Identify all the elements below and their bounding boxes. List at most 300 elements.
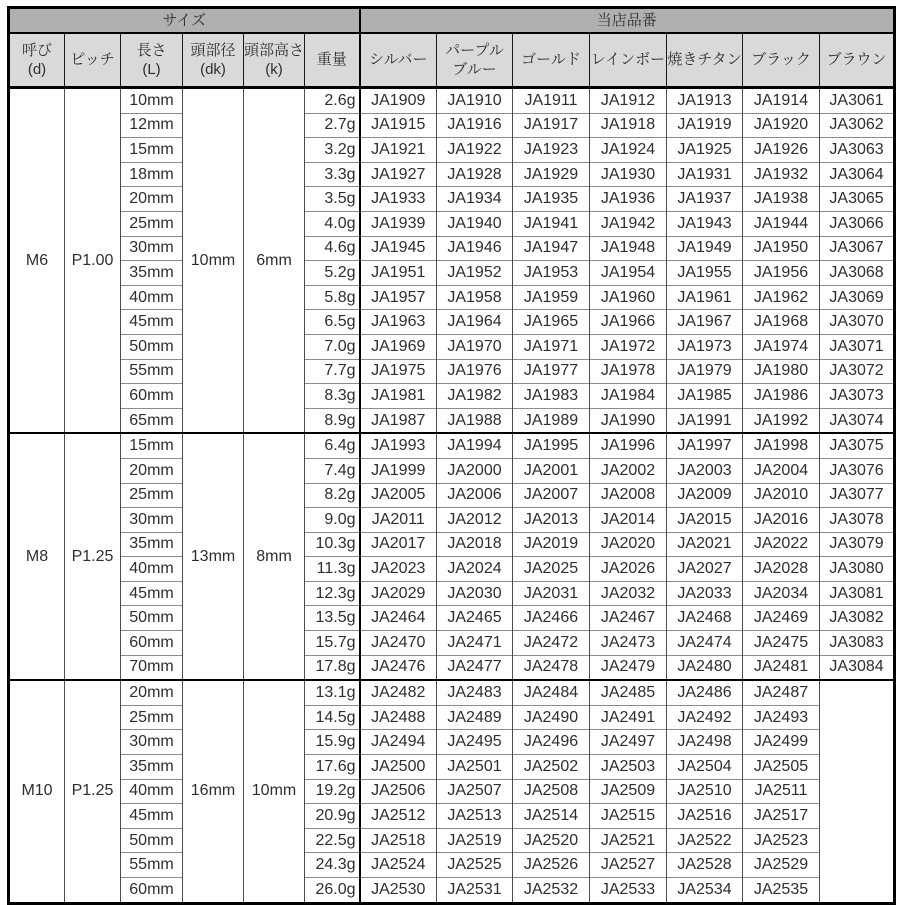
part-number-cell: JA1950 bbox=[743, 236, 820, 261]
part-number-cell: JA2015 bbox=[667, 508, 743, 533]
part-number-cell: JA1933 bbox=[360, 187, 437, 212]
col-header-line: ゴールド bbox=[521, 51, 581, 69]
length-cell: 18mm bbox=[121, 162, 183, 187]
col-header-black bbox=[743, 33, 820, 88]
part-number-cell: JA1959 bbox=[513, 285, 590, 310]
part-number-cell: JA1979 bbox=[667, 359, 743, 384]
length-cell: 15mm bbox=[121, 138, 183, 163]
part-number-cell: JA1965 bbox=[513, 310, 590, 335]
table-row bbox=[9, 680, 895, 705]
part-number-cell: JA1945 bbox=[360, 236, 437, 261]
length-cell: 30mm bbox=[121, 508, 183, 533]
part-number-cell: JA3068 bbox=[820, 261, 895, 286]
length-cell: 50mm bbox=[121, 334, 183, 359]
part-number-cell: JA2491 bbox=[590, 705, 667, 730]
table-row bbox=[9, 211, 895, 236]
col-header-length bbox=[121, 33, 183, 88]
part-number-cell: JA1996 bbox=[590, 433, 667, 458]
length-cell: 35mm bbox=[121, 755, 183, 780]
part-number-cell: JA1982 bbox=[437, 384, 513, 409]
table-row bbox=[9, 236, 895, 261]
part-number-cell: JA1955 bbox=[667, 261, 743, 286]
col-header-line: (L) bbox=[142, 61, 161, 78]
part-number-cell: JA2523 bbox=[743, 828, 820, 853]
weight-cell: 6.5g bbox=[305, 310, 360, 335]
part-number-cell: JA2476 bbox=[360, 655, 437, 680]
col-header-silver bbox=[360, 33, 437, 88]
length-cell: 20mm bbox=[121, 458, 183, 483]
part-number-cell: JA2023 bbox=[360, 557, 437, 582]
part-number-cell: JA2018 bbox=[437, 532, 513, 557]
col-header-line: (k) bbox=[265, 61, 283, 78]
part-number-cell: JA3083 bbox=[820, 631, 895, 656]
part-number-cell: JA3079 bbox=[820, 532, 895, 557]
part-number-cell: JA1922 bbox=[437, 138, 513, 163]
col-header-nominal bbox=[9, 33, 65, 88]
part-number-cell: JA1975 bbox=[360, 359, 437, 384]
part-number-cell: JA2466 bbox=[513, 606, 590, 631]
col-header-line: 重量 bbox=[316, 51, 347, 69]
part-number-cell: JA2485 bbox=[590, 680, 667, 705]
part-number-cell: JA2531 bbox=[437, 878, 513, 904]
table-body bbox=[9, 88, 895, 904]
group-header-row bbox=[9, 8, 895, 34]
head-dia-cell: 10mm bbox=[183, 88, 244, 434]
part-number-cell: JA2469 bbox=[743, 606, 820, 631]
weight-cell: 15.9g bbox=[305, 730, 360, 755]
part-number-cell: JA2499 bbox=[743, 730, 820, 755]
part-number-cell: JA2520 bbox=[513, 828, 590, 853]
table-row bbox=[9, 804, 895, 829]
length-cell: 45mm bbox=[121, 581, 183, 606]
length-cell: 45mm bbox=[121, 804, 183, 829]
part-number-cell: JA2022 bbox=[743, 532, 820, 557]
part-number-cell: JA3073 bbox=[820, 384, 895, 409]
part-number-cell: JA1986 bbox=[743, 384, 820, 409]
part-number-cell: JA2496 bbox=[513, 730, 590, 755]
pitch-cell: P1.00 bbox=[65, 88, 121, 434]
part-number-cell: JA2506 bbox=[360, 779, 437, 804]
table-row bbox=[9, 187, 895, 212]
part-number-cell: JA2527 bbox=[590, 853, 667, 878]
col-header-purple-blue bbox=[437, 33, 513, 88]
part-number-cell: JA1992 bbox=[743, 408, 820, 433]
weight-cell: 4.6g bbox=[305, 236, 360, 261]
part-number-cell: JA3063 bbox=[820, 138, 895, 163]
part-number-cell: JA3074 bbox=[820, 408, 895, 433]
part-number-cell: JA1949 bbox=[667, 236, 743, 261]
table-row bbox=[9, 483, 895, 508]
part-number-cell: JA2012 bbox=[437, 508, 513, 533]
length-cell: 70mm bbox=[121, 655, 183, 680]
part-number-cell: JA1998 bbox=[743, 433, 820, 458]
part-number-cell: JA1909 bbox=[360, 88, 437, 114]
length-cell: 65mm bbox=[121, 408, 183, 433]
bolt-spec-table bbox=[7, 6, 896, 905]
part-number-cell: JA2509 bbox=[590, 779, 667, 804]
part-number-cell: JA3076 bbox=[820, 458, 895, 483]
part-number-cell: JA1985 bbox=[667, 384, 743, 409]
part-number-cell: JA2535 bbox=[743, 878, 820, 904]
length-cell: 10mm bbox=[121, 88, 183, 114]
col-header-line: ピッチ bbox=[70, 51, 115, 69]
length-cell: 50mm bbox=[121, 606, 183, 631]
table-row bbox=[9, 334, 895, 359]
part-number-cell: JA2524 bbox=[360, 853, 437, 878]
part-number-cell: JA1972 bbox=[590, 334, 667, 359]
part-number-cell: JA1947 bbox=[513, 236, 590, 261]
part-number-cell: JA2000 bbox=[437, 458, 513, 483]
part-number-cell: JA1958 bbox=[437, 285, 513, 310]
part-number-cell: JA1946 bbox=[437, 236, 513, 261]
part-number-cell: JA1978 bbox=[590, 359, 667, 384]
length-cell: 20mm bbox=[121, 187, 183, 212]
col-header-head-height bbox=[244, 33, 305, 88]
part-number-cell: JA1997 bbox=[667, 433, 743, 458]
part-number-cell: JA1961 bbox=[667, 285, 743, 310]
part-number-cell: JA2508 bbox=[513, 779, 590, 804]
table-row bbox=[9, 285, 895, 310]
part-number-cell: JA1940 bbox=[437, 211, 513, 236]
nominal-size-cell: M8 bbox=[9, 433, 65, 680]
part-number-cell: JA2511 bbox=[743, 779, 820, 804]
col-header-burnt-titanium bbox=[667, 33, 743, 88]
part-number-cell: JA2010 bbox=[743, 483, 820, 508]
part-number-cell: JA1983 bbox=[513, 384, 590, 409]
part-number-cell: JA1952 bbox=[437, 261, 513, 286]
part-number-cell: JA2529 bbox=[743, 853, 820, 878]
part-number-cell: JA1995 bbox=[513, 433, 590, 458]
part-number-cell: JA2016 bbox=[743, 508, 820, 533]
part-number-cell: JA1942 bbox=[590, 211, 667, 236]
weight-cell: 8.2g bbox=[305, 483, 360, 508]
part-number-cell: JA2030 bbox=[437, 581, 513, 606]
table-row bbox=[9, 508, 895, 533]
table-row bbox=[9, 408, 895, 433]
part-number-cell: JA2490 bbox=[513, 705, 590, 730]
part-number-cell: JA1934 bbox=[437, 187, 513, 212]
length-cell: 20mm bbox=[121, 680, 183, 705]
length-cell: 25mm bbox=[121, 483, 183, 508]
part-number-cell: JA3062 bbox=[820, 113, 895, 138]
part-number-cell: JA1919 bbox=[667, 113, 743, 138]
part-number-cell: JA1990 bbox=[590, 408, 667, 433]
part-number-cell: JA2500 bbox=[360, 755, 437, 780]
part-number-cell: JA3080 bbox=[820, 557, 895, 582]
table-row bbox=[9, 433, 895, 458]
part-number-cell: JA2480 bbox=[667, 655, 743, 680]
part-number-cell: JA1973 bbox=[667, 334, 743, 359]
part-number-cell: JA2521 bbox=[590, 828, 667, 853]
part-number-cell: JA2034 bbox=[743, 581, 820, 606]
part-number-cell: JA2003 bbox=[667, 458, 743, 483]
pitch-cell: P1.25 bbox=[65, 433, 121, 680]
part-number-cell: JA1967 bbox=[667, 310, 743, 335]
part-number-cell: JA2470 bbox=[360, 631, 437, 656]
col-header-line: 頭部高さ bbox=[244, 41, 305, 59]
table-row bbox=[9, 162, 895, 187]
part-number-cell: JA1970 bbox=[437, 334, 513, 359]
part-number-cell: JA2502 bbox=[513, 755, 590, 780]
table-row bbox=[9, 532, 895, 557]
part-number-cell: JA2515 bbox=[590, 804, 667, 829]
part-number-cell: JA2472 bbox=[513, 631, 590, 656]
table-row bbox=[9, 310, 895, 335]
head-height-cell: 8mm bbox=[244, 433, 305, 680]
weight-cell: 12.3g bbox=[305, 581, 360, 606]
col-header-line: 頭部径 bbox=[190, 41, 236, 59]
part-number-cell: JA2025 bbox=[513, 557, 590, 582]
weight-cell: 8.3g bbox=[305, 384, 360, 409]
part-number-cell: JA1951 bbox=[360, 261, 437, 286]
part-number-cell: JA2026 bbox=[590, 557, 667, 582]
part-number-cell: JA3072 bbox=[820, 359, 895, 384]
part-number-cell: JA1920 bbox=[743, 113, 820, 138]
part-number-cell: JA1938 bbox=[743, 187, 820, 212]
part-number-cell: JA2484 bbox=[513, 680, 590, 705]
part-number-cell: JA1954 bbox=[590, 261, 667, 286]
part-number-cell: JA1912 bbox=[590, 88, 667, 114]
part-number-cell: JA2002 bbox=[590, 458, 667, 483]
part-number-cell: JA2482 bbox=[360, 680, 437, 705]
part-number-cell: JA3061 bbox=[820, 88, 895, 114]
weight-cell: 3.2g bbox=[305, 138, 360, 163]
col-header-line: (dk) bbox=[200, 61, 226, 78]
part-number-cell: JA1927 bbox=[360, 162, 437, 187]
head-height-cell: 10mm bbox=[244, 680, 305, 903]
part-number-cell: JA3070 bbox=[820, 310, 895, 335]
part-number-cell: JA2468 bbox=[667, 606, 743, 631]
table-row bbox=[9, 458, 895, 483]
part-number-cell: JA1935 bbox=[513, 187, 590, 212]
part-number-cell: JA2021 bbox=[667, 532, 743, 557]
length-cell: 60mm bbox=[121, 384, 183, 409]
table-row bbox=[9, 878, 895, 904]
col-header-line: 呼び bbox=[21, 41, 52, 59]
part-number-cell: JA2477 bbox=[437, 655, 513, 680]
col-header-line: レインボー bbox=[590, 51, 666, 69]
col-header-brown bbox=[820, 33, 895, 88]
col-header-line: (d) bbox=[27, 61, 47, 78]
part-number-cell: JA2013 bbox=[513, 508, 590, 533]
part-number-cell: JA3082 bbox=[820, 606, 895, 631]
length-cell: 30mm bbox=[121, 236, 183, 261]
part-number-cell: JA1969 bbox=[360, 334, 437, 359]
part-number-cell: JA2479 bbox=[590, 655, 667, 680]
part-number-cell: JA2471 bbox=[437, 631, 513, 656]
empty-brown-cell bbox=[820, 680, 895, 903]
weight-cell: 7.0g bbox=[305, 334, 360, 359]
part-number-cell: JA1974 bbox=[743, 334, 820, 359]
part-number-cell: JA3071 bbox=[820, 334, 895, 359]
col-header-line: シルバー bbox=[368, 51, 428, 69]
part-number-cell: JA2516 bbox=[667, 804, 743, 829]
part-number-cell: JA2027 bbox=[667, 557, 743, 582]
col-header-weight bbox=[305, 33, 360, 88]
part-number-cell: JA3084 bbox=[820, 655, 895, 680]
part-number-cell: JA3067 bbox=[820, 236, 895, 261]
part-number-cell: JA2487 bbox=[743, 680, 820, 705]
part-number-cell: JA3069 bbox=[820, 285, 895, 310]
group-header-part-number: 当店品番 bbox=[360, 8, 895, 34]
part-number-cell: JA2009 bbox=[667, 483, 743, 508]
length-cell: 40mm bbox=[121, 779, 183, 804]
length-cell: 60mm bbox=[121, 878, 183, 904]
weight-cell: 22.5g bbox=[305, 828, 360, 853]
group-header-size: サイズ bbox=[9, 8, 360, 34]
part-number-cell: JA1976 bbox=[437, 359, 513, 384]
part-number-cell: JA2519 bbox=[437, 828, 513, 853]
col-header-line: 長さ bbox=[136, 41, 167, 59]
length-cell: 45mm bbox=[121, 310, 183, 335]
part-number-cell: JA1915 bbox=[360, 113, 437, 138]
part-number-cell: JA1924 bbox=[590, 138, 667, 163]
part-number-cell: JA2504 bbox=[667, 755, 743, 780]
part-number-cell: JA2019 bbox=[513, 532, 590, 557]
part-number-cell: JA3065 bbox=[820, 187, 895, 212]
part-number-cell: JA2488 bbox=[360, 705, 437, 730]
part-number-cell: JA1988 bbox=[437, 408, 513, 433]
part-number-cell: JA1956 bbox=[743, 261, 820, 286]
part-number-cell: JA1923 bbox=[513, 138, 590, 163]
part-number-cell: JA3075 bbox=[820, 433, 895, 458]
length-cell: 40mm bbox=[121, 557, 183, 582]
part-number-cell: JA1931 bbox=[667, 162, 743, 187]
head-height-cell: 6mm bbox=[244, 88, 305, 434]
length-cell: 55mm bbox=[121, 853, 183, 878]
part-number-cell: JA2483 bbox=[437, 680, 513, 705]
weight-cell: 4.0g bbox=[305, 211, 360, 236]
table-row bbox=[9, 88, 895, 114]
table-row bbox=[9, 581, 895, 606]
part-number-cell: JA3078 bbox=[820, 508, 895, 533]
part-number-cell: JA2495 bbox=[437, 730, 513, 755]
part-number-cell: JA1971 bbox=[513, 334, 590, 359]
length-cell: 12mm bbox=[121, 113, 183, 138]
col-header-line: ブルー bbox=[452, 61, 497, 78]
part-number-cell: JA2530 bbox=[360, 878, 437, 904]
part-number-cell: JA3077 bbox=[820, 483, 895, 508]
part-number-cell: JA2029 bbox=[360, 581, 437, 606]
part-number-cell: JA2522 bbox=[667, 828, 743, 853]
part-number-cell: JA2525 bbox=[437, 853, 513, 878]
length-cell: 35mm bbox=[121, 261, 183, 286]
part-number-cell: JA1963 bbox=[360, 310, 437, 335]
length-cell: 60mm bbox=[121, 631, 183, 656]
length-cell: 25mm bbox=[121, 705, 183, 730]
part-number-cell: JA2467 bbox=[590, 606, 667, 631]
part-number-cell: JA1928 bbox=[437, 162, 513, 187]
part-number-cell: JA1948 bbox=[590, 236, 667, 261]
weight-cell: 13.5g bbox=[305, 606, 360, 631]
part-number-cell: JA1966 bbox=[590, 310, 667, 335]
part-number-cell: JA1941 bbox=[513, 211, 590, 236]
part-number-cell: JA1981 bbox=[360, 384, 437, 409]
part-number-cell: JA1916 bbox=[437, 113, 513, 138]
table-row bbox=[9, 384, 895, 409]
part-number-cell: JA1953 bbox=[513, 261, 590, 286]
weight-cell: 13.1g bbox=[305, 680, 360, 705]
column-header-row bbox=[9, 33, 895, 88]
part-number-cell: JA2503 bbox=[590, 755, 667, 780]
part-number-cell: JA1962 bbox=[743, 285, 820, 310]
col-header-rainbow bbox=[590, 33, 667, 88]
col-header-gold bbox=[513, 33, 590, 88]
part-number-cell: JA1944 bbox=[743, 211, 820, 236]
part-number-cell: JA2494 bbox=[360, 730, 437, 755]
table-row bbox=[9, 755, 895, 780]
part-number-cell: JA2512 bbox=[360, 804, 437, 829]
part-number-cell: JA2028 bbox=[743, 557, 820, 582]
weight-cell: 7.7g bbox=[305, 359, 360, 384]
part-number-cell: JA2008 bbox=[590, 483, 667, 508]
table-row bbox=[9, 730, 895, 755]
part-number-cell: JA2020 bbox=[590, 532, 667, 557]
length-cell: 40mm bbox=[121, 285, 183, 310]
part-number-cell: JA1937 bbox=[667, 187, 743, 212]
part-number-cell: JA1991 bbox=[667, 408, 743, 433]
part-number-cell: JA2533 bbox=[590, 878, 667, 904]
part-number-cell: JA2486 bbox=[667, 680, 743, 705]
part-number-cell: JA2011 bbox=[360, 508, 437, 533]
part-number-cell: JA3066 bbox=[820, 211, 895, 236]
weight-cell: 9.0g bbox=[305, 508, 360, 533]
part-number-cell: JA1917 bbox=[513, 113, 590, 138]
part-number-cell: JA1911 bbox=[513, 88, 590, 114]
table-row bbox=[9, 138, 895, 163]
part-number-cell: JA1918 bbox=[590, 113, 667, 138]
head-dia-cell: 16mm bbox=[183, 680, 244, 903]
part-number-cell: JA1987 bbox=[360, 408, 437, 433]
part-number-cell: JA1989 bbox=[513, 408, 590, 433]
weight-cell: 3.3g bbox=[305, 162, 360, 187]
weight-cell: 24.3g bbox=[305, 853, 360, 878]
part-number-cell: JA1980 bbox=[743, 359, 820, 384]
head-dia-cell: 13mm bbox=[183, 433, 244, 680]
part-number-cell: JA2017 bbox=[360, 532, 437, 557]
table-row bbox=[9, 359, 895, 384]
weight-cell: 10.3g bbox=[305, 532, 360, 557]
weight-cell: 19.2g bbox=[305, 779, 360, 804]
part-number-cell: JA2493 bbox=[743, 705, 820, 730]
part-number-cell: JA2532 bbox=[513, 878, 590, 904]
part-number-cell: JA2526 bbox=[513, 853, 590, 878]
table-row bbox=[9, 853, 895, 878]
table-row bbox=[9, 828, 895, 853]
nominal-size-cell: M10 bbox=[9, 680, 65, 903]
weight-cell: 2.6g bbox=[305, 88, 360, 114]
part-number-cell: JA2005 bbox=[360, 483, 437, 508]
part-number-cell: JA2475 bbox=[743, 631, 820, 656]
part-number-cell: JA2497 bbox=[590, 730, 667, 755]
length-cell: 30mm bbox=[121, 730, 183, 755]
part-number-cell: JA2033 bbox=[667, 581, 743, 606]
weight-cell: 8.9g bbox=[305, 408, 360, 433]
part-number-cell: JA2007 bbox=[513, 483, 590, 508]
weight-cell: 15.7g bbox=[305, 631, 360, 656]
part-number-cell: JA2474 bbox=[667, 631, 743, 656]
col-header-line: ブラック bbox=[751, 51, 811, 69]
weight-cell: 5.2g bbox=[305, 261, 360, 286]
part-number-cell: JA2489 bbox=[437, 705, 513, 730]
weight-cell: 7.4g bbox=[305, 458, 360, 483]
part-number-cell: JA1936 bbox=[590, 187, 667, 212]
col-header-line: 焼きチタン bbox=[667, 51, 742, 69]
part-number-cell: JA2014 bbox=[590, 508, 667, 533]
part-number-cell: JA1960 bbox=[590, 285, 667, 310]
part-number-cell: JA2031 bbox=[513, 581, 590, 606]
weight-cell: 17.6g bbox=[305, 755, 360, 780]
